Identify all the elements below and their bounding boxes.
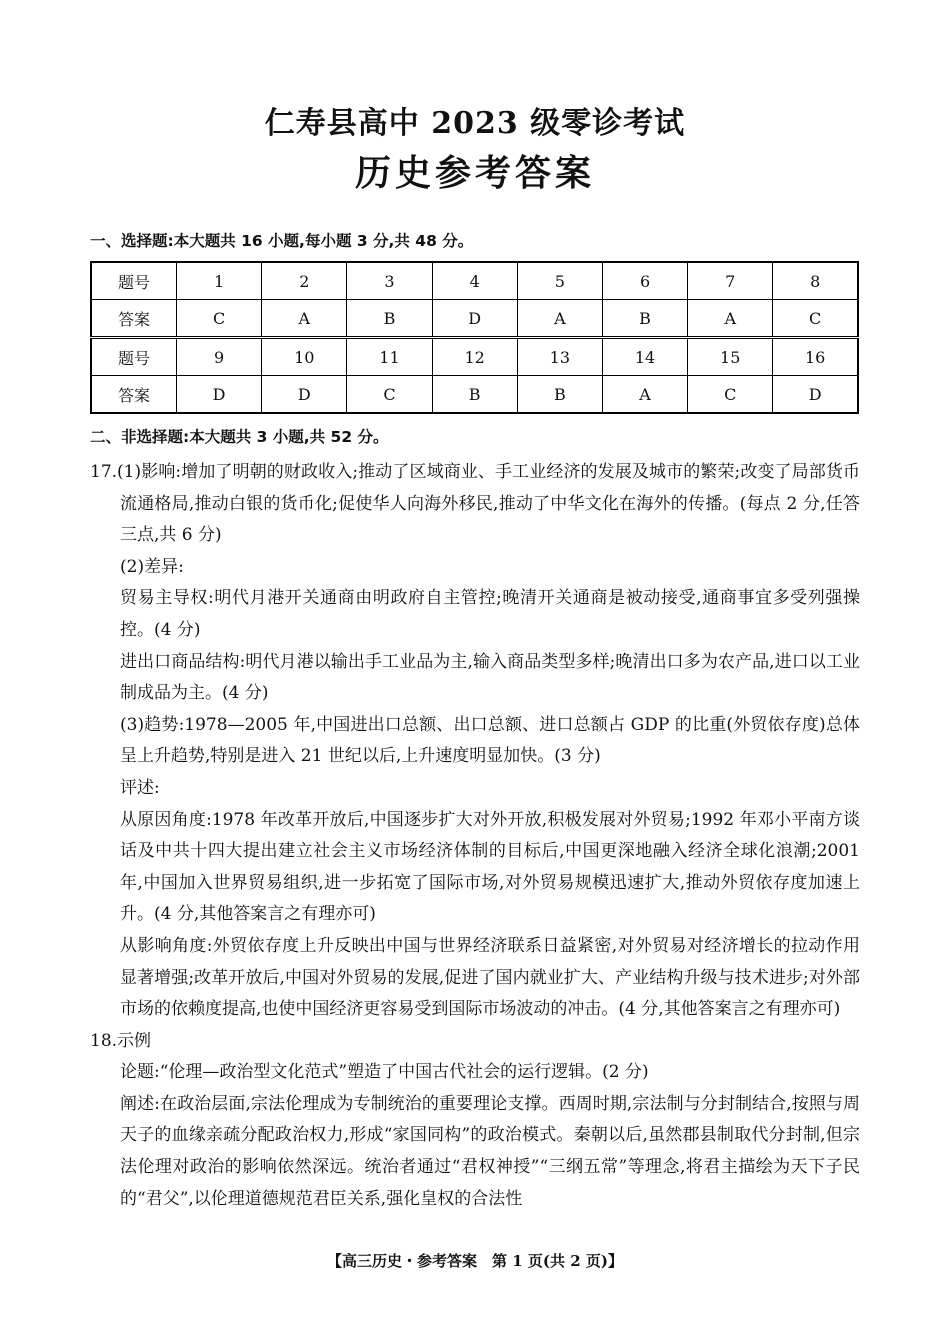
row-label: 答案 (91, 300, 177, 338)
question-number-cell: 6 (602, 262, 687, 300)
row-label: 题号 (91, 338, 177, 376)
answer-cell: D (773, 376, 858, 414)
question-number-cell: 10 (262, 338, 347, 376)
answer-cell: D (262, 376, 347, 414)
answer-cell: B (602, 300, 687, 338)
q17-cause-perspective: 从原因角度:1978 年改革开放后,中国逐步扩大对外开放,积极发展对外贸易;1992 年邓小平南方谈话及中共十四大提出建立社会主义市场经济体制的目标后,中国更深地融入经济全球化浪潮;2001 年,中国加入世界贸易组织,进一步拓宽了国际市场,对外贸易规模迅速扩大,推动外贸依存度加速上升。(4 分,其他答案言之有理亦可) (120, 809, 860, 925)
section2-heading: 二、非选择题:本大题共 3 小题,共 52 分。 (90, 428, 389, 446)
row-label: 题号 (91, 262, 177, 300)
question-number-row (91, 262, 858, 300)
question-number-cell: 14 (602, 338, 687, 376)
question-number-cell: 7 (688, 262, 773, 300)
answer-cell: C (688, 376, 773, 414)
answer-row (91, 300, 858, 338)
answer-key-title: 历史参考答案 (354, 152, 595, 194)
q17-comment-label: 评述: (120, 777, 160, 798)
question-number-cell: 11 (347, 338, 432, 376)
answer-cell: A (262, 300, 347, 338)
q17-impact-perspective: 从影响角度:外贸依存度上升反映出中国与世界经济联系日益紧密,对外贸易对经济增长的拉动作用显著增强;改革开放后,中国对外贸易的发展,促进了国内就业扩大、产业结构升级与技术进步;对外部市场的依赖度提高,也使中国经济更容易受到国际市场波动的冲击。(4 分,其他答案言之有理亦可) (120, 935, 860, 1020)
answer-cell: B (347, 300, 432, 338)
answer-cell: D (432, 300, 517, 338)
question-number-row (91, 338, 858, 376)
answer-cell: C (347, 376, 432, 414)
exam-title: 仁寿县高中 2023 级零诊考试 (264, 106, 686, 141)
answer-body (90, 457, 860, 1215)
answer-cell: B (432, 376, 517, 414)
answer-cell: C (177, 300, 262, 338)
q18-label: 18.示例 (90, 1030, 152, 1051)
question-number-cell: 12 (432, 338, 517, 376)
section1-heading: 一、选择题:本大题共 16 小题,每小题 3 分,共 48 分。 (90, 232, 474, 250)
answer-cell: A (602, 376, 687, 414)
q17-part3-trend: (3)趋势:1978—2005 年,中国进出口总额、出口总额、进口总额占 GDP 的比重(外贸依存度)总体呈上升趋势,特别是进入 21 世纪以后,上升速度明显加快。(3 分) (120, 714, 860, 767)
q18-elaboration: 阐述:在政治层面,宗法伦理成为专制统治的重要理论支撑。西周时期,宗法制与分封制结合,按照与周天子的血缘亲疏分配政治权力,形成“家国同构”的政治模式。秦朝以后,虽然郡县制取代分封制,但宗法伦理对政治的影响依然深远。统治者通过“君权神授”“三纲五常”等理念,将君主描绘为天下子民的“君父”,以伦理道德规范君臣关系,强化皇权的合法性 (120, 1093, 860, 1209)
question-number-cell: 16 (773, 338, 858, 376)
answer-cell: B (517, 376, 602, 414)
q17-part2-label: (2)差异: (120, 556, 184, 577)
answer-cell: A (517, 300, 602, 338)
question-number-cell: 3 (347, 262, 432, 300)
q18-thesis: 论题:“伦理—政治型文化范式”塑造了中国古代社会的运行逻辑。(2 分) (120, 1062, 649, 1083)
question-number-cell: 2 (262, 262, 347, 300)
row-label: 答案 (91, 376, 177, 414)
question-number-cell: 9 (177, 338, 262, 376)
q17-commodity-structure: 进出口商品结构:明代月港以输出手工业品为主,输入商品类型多样;晚清出口多为农产品,进口以工业制成品为主。(4 分) (120, 651, 860, 704)
question-number-cell: 4 (432, 262, 517, 300)
question-number-cell: 5 (517, 262, 602, 300)
answer-cell: D (177, 376, 262, 414)
question-number-cell: 13 (517, 338, 602, 376)
answer-cell: C (773, 300, 858, 338)
question-number-cell: 15 (688, 338, 773, 376)
q17-part1: 17.(1)影响:增加了明朝的财政收入;推动了区域商业、手工业经济的发展及城市的繁荣;改变了局部货币流通格局,推动白银的货币化;促使华人向海外移民,推动了中华文化在海外的传播。(每点 2 分,任答三点,共 6 分) (90, 462, 860, 546)
answer-table (90, 261, 859, 414)
page-footer: 【高三历史・参考答案 第 1 页(共 2 页)】 (327, 1252, 623, 1270)
question-number-cell: 8 (773, 262, 858, 300)
answer-cell: A (688, 300, 773, 338)
answer-row (91, 376, 858, 414)
q17-trade-control: 贸易主导权:明代月港开关通商由明政府自主管控;晚清开关通商是被动接受,通商事宜多受列强操控。(4 分) (120, 588, 860, 640)
question-number-cell: 1 (177, 262, 262, 300)
